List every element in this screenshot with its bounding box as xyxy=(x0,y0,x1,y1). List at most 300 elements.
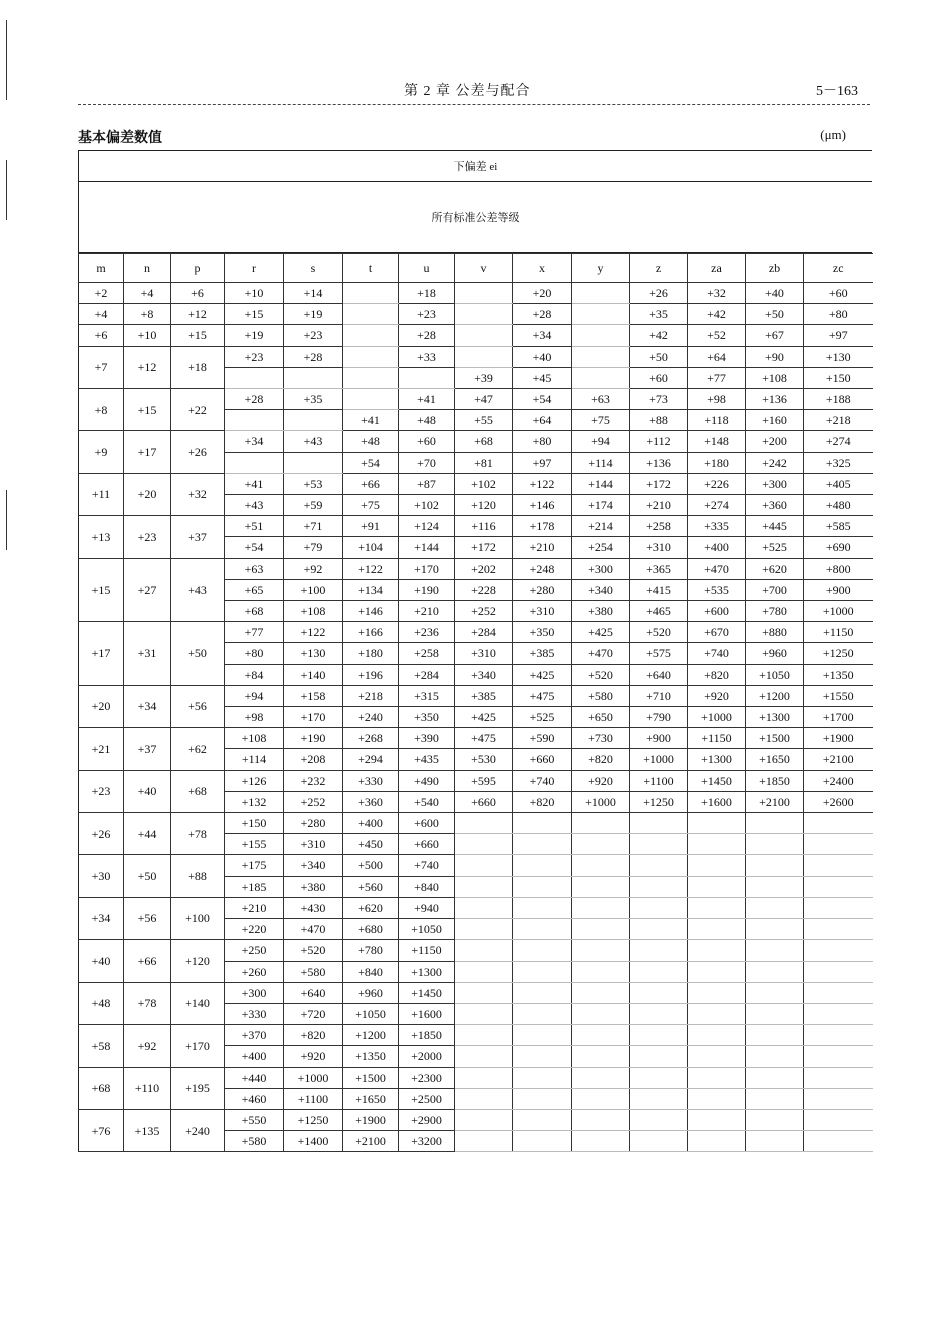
table-cell: +66 xyxy=(124,940,171,982)
table-cell xyxy=(630,1109,688,1130)
chapter-title: 第 2 章 公差与配合 xyxy=(404,84,531,99)
table-cell: +236 xyxy=(399,622,455,643)
table-cell: +68 xyxy=(171,770,225,812)
table-row xyxy=(79,770,873,791)
table-cell: +520 xyxy=(572,664,630,685)
table-cell: +525 xyxy=(746,537,804,558)
table-cell: +1200 xyxy=(343,1025,399,1046)
column-header-t: t xyxy=(343,254,399,283)
table-cell: +54 xyxy=(225,537,284,558)
table-cell xyxy=(513,1046,572,1067)
table-cell: +23 xyxy=(399,304,455,325)
table-cell: +960 xyxy=(746,643,804,664)
table-row xyxy=(79,346,873,367)
table-cell: +45 xyxy=(513,367,572,388)
table-cell: +20 xyxy=(513,283,572,304)
table-cell: +23 xyxy=(124,516,171,558)
table-cell xyxy=(630,876,688,897)
table-cell: +1250 xyxy=(284,1109,343,1130)
table-cell: +1300 xyxy=(399,961,455,982)
table-cell: +580 xyxy=(572,685,630,706)
table-cell: +48 xyxy=(79,982,124,1024)
table-cell xyxy=(572,919,630,940)
table-cell: +122 xyxy=(284,622,343,643)
table-cell: +47 xyxy=(455,389,513,410)
table-cell: +23 xyxy=(225,346,284,367)
table-cell xyxy=(804,940,873,961)
table-cell: +68 xyxy=(79,1067,124,1109)
table-cell: +310 xyxy=(455,643,513,664)
table-cell xyxy=(746,961,804,982)
table-cell: +4 xyxy=(79,304,124,325)
table-cell: +146 xyxy=(343,601,399,622)
table-cell: +350 xyxy=(399,707,455,728)
table-cell: +124 xyxy=(399,516,455,537)
table-cell: +166 xyxy=(343,622,399,643)
table-cell xyxy=(572,855,630,876)
table-cell xyxy=(513,813,572,834)
table-row xyxy=(79,389,873,410)
table-cell: +18 xyxy=(399,283,455,304)
table-cell xyxy=(513,1131,572,1152)
table-cell: +1200 xyxy=(746,685,804,706)
table-cell xyxy=(284,452,343,473)
table-cell: +135 xyxy=(124,1109,171,1151)
table-cell xyxy=(804,1088,873,1109)
table-cell xyxy=(804,1067,873,1088)
table-cell: +34 xyxy=(225,431,284,452)
table-cell xyxy=(688,982,746,1003)
table-cell: +1050 xyxy=(746,664,804,685)
table-cell: +820 xyxy=(513,791,572,812)
table-cell: +1500 xyxy=(343,1067,399,1088)
table-cell: +172 xyxy=(455,537,513,558)
table-cell xyxy=(688,876,746,897)
table-cell: +91 xyxy=(343,516,399,537)
table-cell: +520 xyxy=(630,622,688,643)
table-cell: +48 xyxy=(343,431,399,452)
table-cell: +7 xyxy=(79,346,124,388)
table-cell: +920 xyxy=(688,685,746,706)
table-cell xyxy=(572,834,630,855)
table-cell: +274 xyxy=(688,495,746,516)
table-cell xyxy=(630,1067,688,1088)
table-cell: +23 xyxy=(79,770,124,812)
table-cell xyxy=(630,1046,688,1067)
table-cell: +650 xyxy=(572,707,630,728)
table-row xyxy=(79,516,873,537)
table-cell: +820 xyxy=(572,749,630,770)
table-cell: +550 xyxy=(225,1109,284,1130)
table-cell xyxy=(572,283,630,304)
column-header-n: n xyxy=(124,254,171,283)
table-cell xyxy=(746,876,804,897)
table-cell: +1900 xyxy=(343,1109,399,1130)
table-cell: +1350 xyxy=(804,664,873,685)
table-cell: +202 xyxy=(455,558,513,579)
table-cell xyxy=(804,1131,873,1152)
table-cell xyxy=(513,961,572,982)
table-cell: +470 xyxy=(572,643,630,664)
table-cell: +26 xyxy=(171,431,225,473)
table-cell: +1850 xyxy=(746,770,804,791)
table-cell: +54 xyxy=(513,389,572,410)
table-cell: +140 xyxy=(171,982,225,1024)
table-cell: +580 xyxy=(284,961,343,982)
table-cell: +35 xyxy=(284,389,343,410)
table-cell: +1150 xyxy=(804,622,873,643)
table-cell: +840 xyxy=(343,961,399,982)
table-cell: +210 xyxy=(513,537,572,558)
table-cell: +600 xyxy=(399,813,455,834)
table-cell xyxy=(572,367,630,388)
table-cell: +50 xyxy=(124,855,171,897)
table-cell: +325 xyxy=(804,452,873,473)
table-cell: +31 xyxy=(124,622,171,686)
table-cell: +22 xyxy=(171,389,225,431)
table-cell xyxy=(513,982,572,1003)
table-cell: +360 xyxy=(746,495,804,516)
table-cell: +97 xyxy=(513,452,572,473)
table-cell xyxy=(513,1025,572,1046)
table-cell: +268 xyxy=(343,728,399,749)
table-cell: +250 xyxy=(225,940,284,961)
table-cell: +620 xyxy=(746,558,804,579)
table-cell xyxy=(688,1025,746,1046)
table-cell: +1150 xyxy=(399,940,455,961)
table-cell: +15 xyxy=(124,389,171,431)
table-cell: +11 xyxy=(79,473,124,515)
table-cell: +1450 xyxy=(688,770,746,791)
table-cell xyxy=(225,367,284,388)
table-cell: +450 xyxy=(343,834,399,855)
table-caption: 下偏差 ei xyxy=(78,151,872,182)
table-cell: +19 xyxy=(284,304,343,325)
table-cell: +9 xyxy=(79,431,124,473)
table-cell: +2100 xyxy=(343,1131,399,1152)
table-cell: +92 xyxy=(124,1025,171,1067)
table-cell: +310 xyxy=(630,537,688,558)
column-header-p: p xyxy=(171,254,225,283)
table-cell: +525 xyxy=(513,707,572,728)
table-cell xyxy=(572,1131,630,1152)
table-cell xyxy=(572,1088,630,1109)
table-cell xyxy=(513,1003,572,1024)
table-cell: +58 xyxy=(79,1025,124,1067)
table-cell: +590 xyxy=(513,728,572,749)
table-row xyxy=(79,325,873,346)
table-cell: +258 xyxy=(399,643,455,664)
table-cell: +440 xyxy=(225,1067,284,1088)
table-cell xyxy=(399,367,455,388)
table-cell: +140 xyxy=(284,664,343,685)
table-cell: +77 xyxy=(225,622,284,643)
table-cell: +540 xyxy=(399,791,455,812)
table-cell: +40 xyxy=(79,940,124,982)
table-cell: +248 xyxy=(513,558,572,579)
table-cell: +14 xyxy=(284,283,343,304)
table-cell xyxy=(804,876,873,897)
column-header-m: m xyxy=(79,254,124,283)
table-cell xyxy=(688,813,746,834)
table-cell xyxy=(688,961,746,982)
table-cell: +465 xyxy=(630,601,688,622)
table-cell: +34 xyxy=(79,897,124,939)
table-cell xyxy=(572,982,630,1003)
table-cell: +820 xyxy=(284,1025,343,1046)
table-cell xyxy=(746,855,804,876)
table-cell: +240 xyxy=(171,1109,225,1151)
table-cell: +43 xyxy=(171,558,225,622)
table-cell: +116 xyxy=(455,516,513,537)
table-cell xyxy=(688,855,746,876)
table-cell: +940 xyxy=(399,897,455,918)
table-cell: +172 xyxy=(630,473,688,494)
table-cell: +28 xyxy=(284,346,343,367)
table-cell: +44 xyxy=(124,813,171,855)
table-cell: +210 xyxy=(399,601,455,622)
table-cell: +52 xyxy=(688,325,746,346)
page-number: 5－163 xyxy=(816,84,858,99)
table-cell: +190 xyxy=(399,579,455,600)
table-cell xyxy=(688,919,746,940)
table-cell xyxy=(513,834,572,855)
table-cell: +218 xyxy=(804,410,873,431)
table-cell: +80 xyxy=(513,431,572,452)
table-cell: +13 xyxy=(79,516,124,558)
table-cell xyxy=(284,410,343,431)
table-cell: +1150 xyxy=(688,728,746,749)
table-cell: +425 xyxy=(455,707,513,728)
table-cell: +2100 xyxy=(804,749,873,770)
table-cell: +1650 xyxy=(746,749,804,770)
table-cell: +780 xyxy=(343,940,399,961)
table-cell: +42 xyxy=(630,325,688,346)
table-cell xyxy=(513,876,572,897)
table-cell xyxy=(804,855,873,876)
table-cell: +40 xyxy=(124,770,171,812)
table-cell: +470 xyxy=(284,919,343,940)
table-cell xyxy=(688,1067,746,1088)
table-cell: +900 xyxy=(630,728,688,749)
table-cell: +134 xyxy=(343,579,399,600)
table-cell: +8 xyxy=(79,389,124,431)
scan-margin-line xyxy=(6,20,7,100)
table-cell: +150 xyxy=(225,813,284,834)
table-cell xyxy=(804,1109,873,1130)
table-cell xyxy=(343,283,399,304)
table-cell: +146 xyxy=(513,495,572,516)
table-cell xyxy=(804,813,873,834)
table-cell: +56 xyxy=(124,897,171,939)
table-cell xyxy=(630,961,688,982)
table-cell: +300 xyxy=(746,473,804,494)
table-cell: +190 xyxy=(284,728,343,749)
table-cell: +32 xyxy=(688,283,746,304)
table-cell xyxy=(225,452,284,473)
table-cell xyxy=(455,1003,513,1024)
table-cell: +27 xyxy=(124,558,171,622)
table-cell: +730 xyxy=(572,728,630,749)
table-cell: +400 xyxy=(343,813,399,834)
table-cell xyxy=(572,1067,630,1088)
table-row xyxy=(79,728,873,749)
table-cell: +41 xyxy=(399,389,455,410)
table-row xyxy=(79,1109,873,1130)
table-cell: +580 xyxy=(225,1131,284,1152)
table-cell xyxy=(572,1046,630,1067)
table-cell: +70 xyxy=(399,452,455,473)
table-cell: +2100 xyxy=(746,791,804,812)
table-cell: +94 xyxy=(225,685,284,706)
table-cell xyxy=(572,346,630,367)
table-cell: +335 xyxy=(688,516,746,537)
column-header-s: s xyxy=(284,254,343,283)
table-cell: +20 xyxy=(124,473,171,515)
table-cell: +535 xyxy=(688,579,746,600)
table-cell: +40 xyxy=(513,346,572,367)
values-table xyxy=(78,253,873,1152)
table-cell xyxy=(630,1131,688,1152)
table-cell: +108 xyxy=(284,601,343,622)
table-cell: +68 xyxy=(455,431,513,452)
table-cell: +126 xyxy=(225,770,284,791)
table-cell: +1050 xyxy=(343,1003,399,1024)
table-cell: +180 xyxy=(688,452,746,473)
table-cell xyxy=(455,304,513,325)
table-cell: +75 xyxy=(572,410,630,431)
table-cell xyxy=(804,961,873,982)
table-cell: +226 xyxy=(688,473,746,494)
table-cell: +77 xyxy=(688,367,746,388)
table-cell: +136 xyxy=(630,452,688,473)
table-cell: +1900 xyxy=(804,728,873,749)
table-cell: +122 xyxy=(343,558,399,579)
table-cell: +188 xyxy=(804,389,873,410)
table-cell: +64 xyxy=(688,346,746,367)
table-cell: +59 xyxy=(284,495,343,516)
table-cell: +218 xyxy=(343,685,399,706)
table-cell: +50 xyxy=(746,304,804,325)
table-cell: +102 xyxy=(399,495,455,516)
table-cell: +284 xyxy=(455,622,513,643)
header-rule xyxy=(78,104,870,105)
table-cell xyxy=(746,1046,804,1067)
table-cell xyxy=(343,304,399,325)
table-cell xyxy=(688,1003,746,1024)
table-cell xyxy=(804,919,873,940)
table-cell: +15 xyxy=(171,325,225,346)
table-cell: +28 xyxy=(399,325,455,346)
table-cell: +284 xyxy=(399,664,455,685)
table-cell: +65 xyxy=(225,579,284,600)
table-cell xyxy=(455,283,513,304)
table-cell: +40 xyxy=(746,283,804,304)
table-cell: +380 xyxy=(284,876,343,897)
column-header-zc: zc xyxy=(804,254,873,283)
table-cell: +94 xyxy=(572,431,630,452)
table-cell: +150 xyxy=(804,367,873,388)
table-cell xyxy=(343,346,399,367)
table-cell: +840 xyxy=(399,876,455,897)
table-cell: +700 xyxy=(746,579,804,600)
table-cell xyxy=(455,1088,513,1109)
table-cell xyxy=(572,876,630,897)
table-cell xyxy=(630,834,688,855)
table-cell: +175 xyxy=(225,855,284,876)
table-cell: +2000 xyxy=(399,1046,455,1067)
table-cell: +740 xyxy=(399,855,455,876)
table-cell: +300 xyxy=(572,558,630,579)
table-cell: +620 xyxy=(343,897,399,918)
table-cell xyxy=(343,325,399,346)
table-cell xyxy=(630,982,688,1003)
table-cell: +130 xyxy=(804,346,873,367)
table-cell: +445 xyxy=(746,516,804,537)
table-cell: +120 xyxy=(455,495,513,516)
table-cell: +585 xyxy=(804,516,873,537)
table-cell: +84 xyxy=(225,664,284,685)
table-cell: +114 xyxy=(572,452,630,473)
table-cell: +108 xyxy=(225,728,284,749)
table-cell: +470 xyxy=(688,558,746,579)
column-header-v: v xyxy=(455,254,513,283)
table-cell: +32 xyxy=(171,473,225,515)
table-cell: +118 xyxy=(688,410,746,431)
table-cell xyxy=(343,389,399,410)
table-cell xyxy=(455,813,513,834)
table-cell: +60 xyxy=(630,367,688,388)
table-cell xyxy=(513,897,572,918)
table-cell: +640 xyxy=(284,982,343,1003)
table-cell: +310 xyxy=(284,834,343,855)
table-cell: +425 xyxy=(572,622,630,643)
table-cell: +740 xyxy=(688,643,746,664)
table-cell xyxy=(455,919,513,940)
table-cell xyxy=(630,1025,688,1046)
table-cell: +2500 xyxy=(399,1088,455,1109)
table-cell: +4 xyxy=(124,283,171,304)
table-cell: +178 xyxy=(513,516,572,537)
table-cell: +340 xyxy=(455,664,513,685)
table-cell xyxy=(284,367,343,388)
scan-margin-line xyxy=(6,490,7,550)
table-cell: +960 xyxy=(343,982,399,1003)
table-cell xyxy=(455,834,513,855)
table-cell: +23 xyxy=(284,325,343,346)
table-cell: +920 xyxy=(284,1046,343,1067)
table-cell xyxy=(455,940,513,961)
table-cell: +640 xyxy=(630,664,688,685)
table-cell xyxy=(630,919,688,940)
table-cell: +340 xyxy=(284,855,343,876)
table-cell: +1250 xyxy=(630,791,688,812)
table-cell xyxy=(688,834,746,855)
table-cell xyxy=(804,1003,873,1024)
table-cell: +280 xyxy=(284,813,343,834)
table-cell xyxy=(804,982,873,1003)
table-cell: +1250 xyxy=(804,643,873,664)
table-cell: +50 xyxy=(171,622,225,686)
table-cell: +240 xyxy=(343,707,399,728)
table-cell: +37 xyxy=(124,728,171,770)
table-cell: +6 xyxy=(171,283,225,304)
table-cell: +34 xyxy=(124,685,171,727)
table-cell: +43 xyxy=(225,495,284,516)
table-cell: +174 xyxy=(572,495,630,516)
table-cell: +100 xyxy=(284,579,343,600)
table-cell: +132 xyxy=(225,791,284,812)
